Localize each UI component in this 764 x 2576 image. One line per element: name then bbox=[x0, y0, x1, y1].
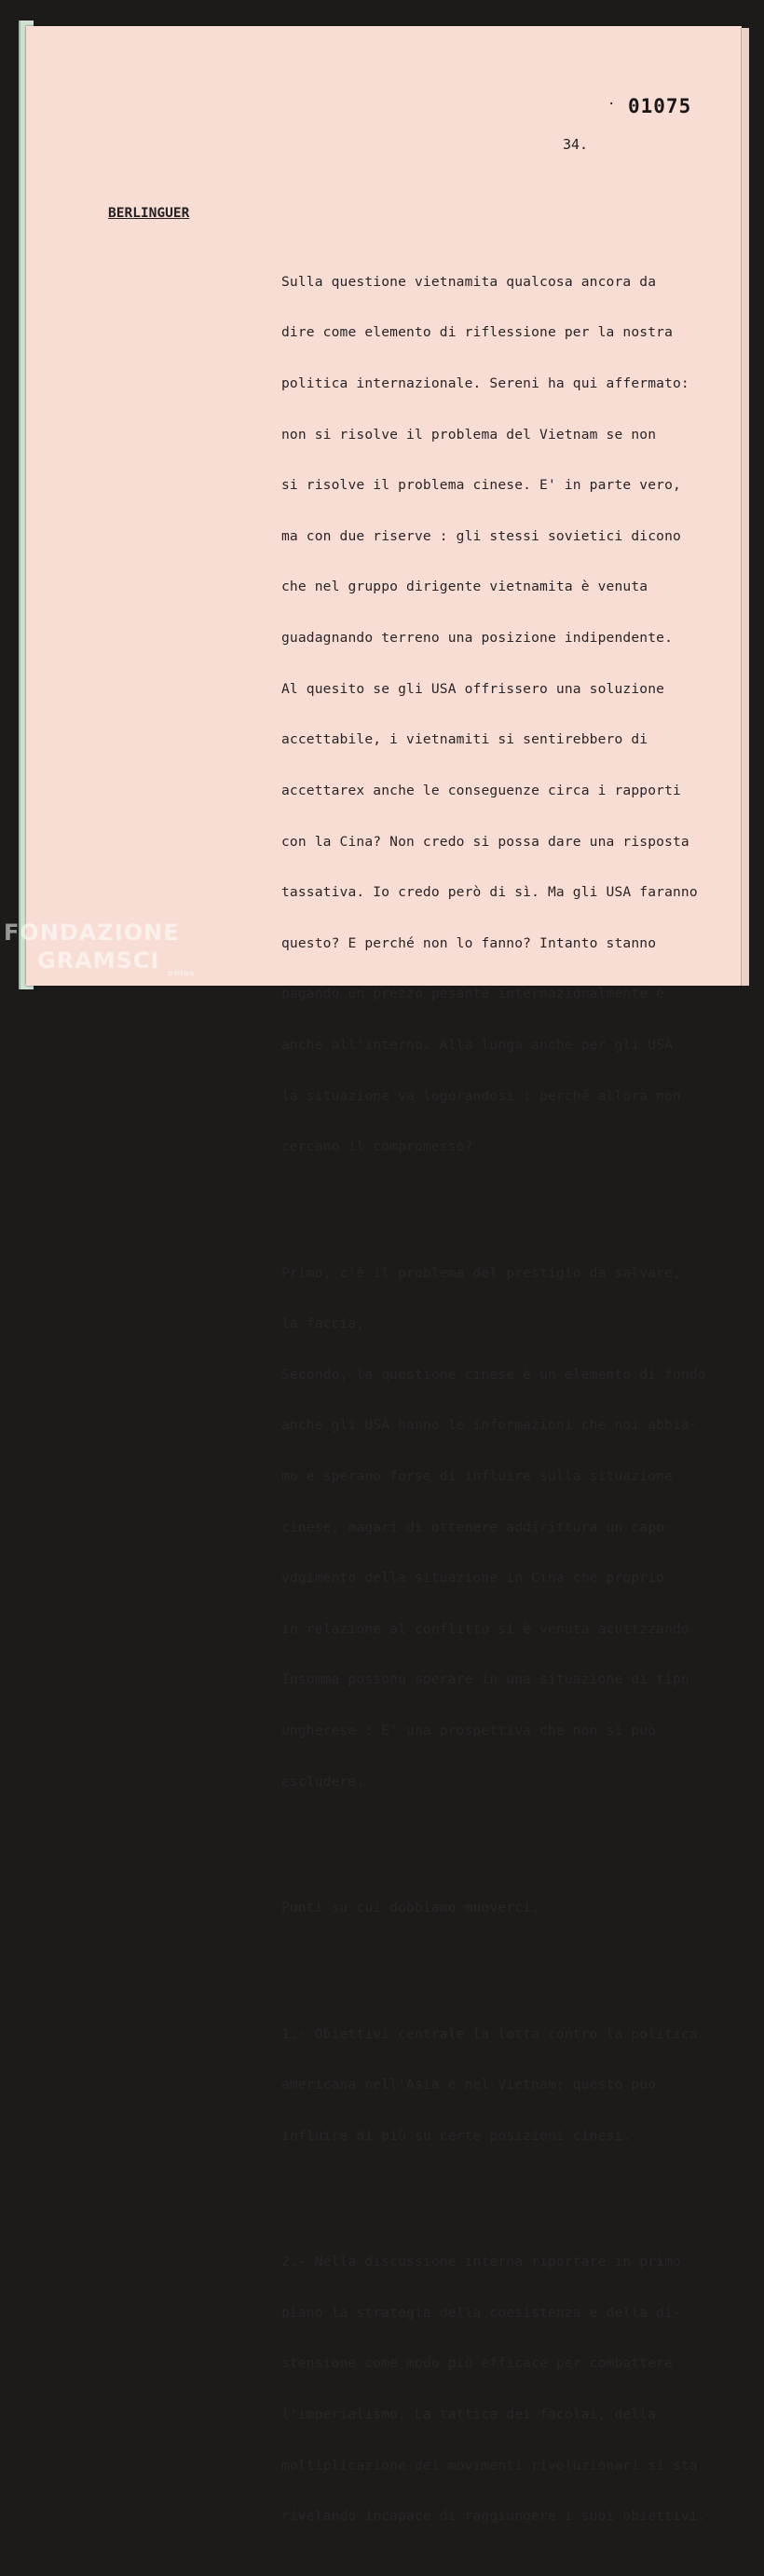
text-line: Al quesito se gli USA offrissero una soluzione bbox=[281, 680, 665, 697]
page-edge bbox=[741, 28, 749, 986]
text-line: Punti su cui dobbiamo muoverci. bbox=[281, 1900, 540, 1916]
paragraph bbox=[281, 2220, 738, 2559]
text-line: stensione come modo più efficace per combattere bbox=[281, 2355, 674, 2372]
text-line: cercano il compromesso? bbox=[281, 1138, 473, 1155]
watermark-line: FONDAZIONE bbox=[4, 920, 180, 946]
paragraph bbox=[281, 1866, 738, 1951]
text-line: piano la strategia della coesistenza e della di- bbox=[281, 2304, 681, 2321]
text-line: 2.- Nella discussione interna riportare in primo bbox=[281, 2254, 681, 2270]
text-line: rivelando incapace di raggiungere i suoi obiettivi. bbox=[281, 2508, 706, 2525]
watermark-line: onlus bbox=[168, 969, 196, 977]
text-line: Sulla questione vietnamita qualcosa ancora da bbox=[281, 273, 657, 290]
text-line: in relazione al conflitto si è venuta acuttzzando. bbox=[281, 1620, 698, 1637]
text-line: accettabile, i vietnamiti si sentirebbero di bbox=[281, 731, 648, 748]
speaker-name: BERLINGUER bbox=[108, 206, 190, 221]
text-line: questo? E perché non lo fanno? Intanto stanno bbox=[281, 934, 657, 951]
text-line: influire di più su certe posizioni cinesi. bbox=[281, 2127, 632, 2144]
text-line: escludere. bbox=[281, 1773, 365, 1790]
text-line: la faccia, bbox=[281, 1315, 365, 1332]
paragraph bbox=[281, 1992, 738, 2178]
text-line: pagando un prezzo pesante internazionalmente e bbox=[281, 986, 665, 1002]
text-line: mo e sperano forse di influire sulla situazione bbox=[281, 1468, 674, 1485]
text-line: accettarex anche le conseguenze circa i rapporti bbox=[281, 782, 681, 798]
speech-body bbox=[281, 206, 738, 2576]
text-line: anche gli USA hanno le informazioni che noi abbia- bbox=[281, 1417, 698, 1434]
archive-number: 01075 bbox=[628, 95, 692, 117]
text-line: tassativa. Io credo però di sì. Ma gli USA faranno bbox=[281, 884, 698, 901]
archive-mark: · bbox=[607, 97, 616, 112]
text-line: anche all'interno. Alla lunga anche per gli USA bbox=[281, 1036, 674, 1053]
paragraph bbox=[281, 239, 738, 1189]
text-line: ma con due riserve : gli stessi sovietici dicono bbox=[281, 527, 681, 544]
paragraph bbox=[281, 1231, 738, 1824]
text-line: guadagnando terreno una posizione indipendente. bbox=[281, 630, 674, 647]
text-line: Secondo, la questione cinese è un elemento di fondo bbox=[281, 1366, 706, 1383]
text-line: l'imperialismo. La tattica dei focolai, della bbox=[281, 2406, 657, 2422]
text-line: politica internazionale. Sereni ha qui affermato: bbox=[281, 375, 689, 392]
watermark-logo bbox=[4, 919, 195, 978]
watermark-line: GRAMSCI bbox=[37, 947, 160, 974]
text-line: che nel gruppo dirigente vietnamita è venuta bbox=[281, 579, 648, 595]
text-line: non si risolve il problema del Vietnam se non bbox=[281, 426, 657, 443]
text-line: cinese, magari di ottenere addirittura un capo- bbox=[281, 1519, 674, 1535]
text-line: con la Cina? Non credo si possa dare una risposta bbox=[281, 833, 689, 850]
text-line: si risolve il problema cinese. E' in parte vero, bbox=[281, 477, 681, 494]
text-line: ungherese : E' una prospettiva che non si può bbox=[281, 1723, 657, 1739]
text-line: 1.- Obiettivi centrale la lotta contro la politica bbox=[281, 2025, 698, 2042]
text-line: Primo, c'è il problema del prestigio da salvare, bbox=[281, 1264, 681, 1281]
text-line: americana nell'Asia e nel Vietnam; questo può bbox=[281, 2077, 657, 2093]
text-line: la situazione va logorandosi : perché allora non bbox=[281, 1087, 681, 1104]
text-line: vdgimento della situazione in Cina che proprio bbox=[281, 1570, 665, 1587]
text-line: Insomma possono sperare in una situazione di tipo bbox=[281, 1671, 689, 1688]
page-number: 34. bbox=[563, 136, 589, 153]
text-line: dire come elemento di riflessione per la nostra bbox=[281, 324, 674, 341]
text-line: moltiplicazione dei movimenti rivoluzionari si sta bbox=[281, 2457, 698, 2474]
